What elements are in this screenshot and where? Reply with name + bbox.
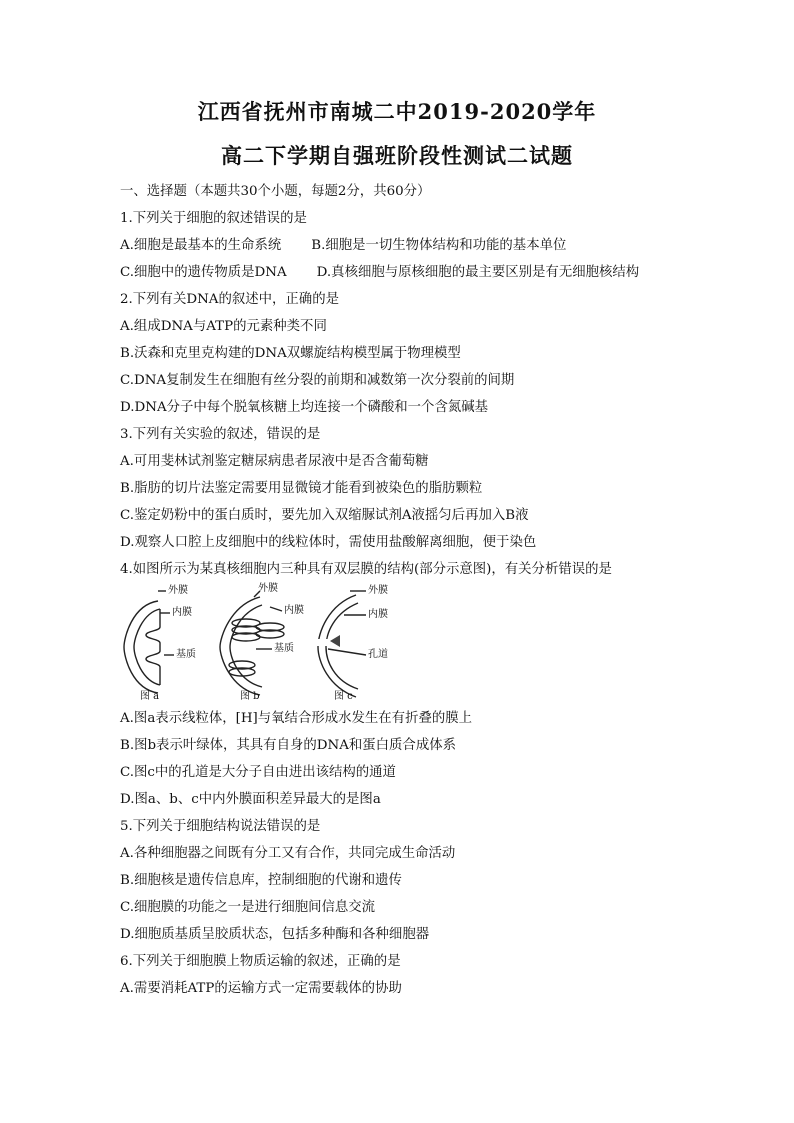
q4-option-b: B.图b表示叶绿体，其具有自身的DNA和蛋白质合成体系: [120, 738, 456, 753]
q3-option-b: B.脂肪的切片法鉴定需要用显微镜才能看到被染色的脂肪颗粒: [120, 481, 483, 496]
q6-stem: 6.下列关于细胞膜上物质运输的叙述，正确的是: [120, 954, 401, 969]
nucleus-inner-membrane: [326, 603, 358, 689]
q5-option-b: B.细胞核是遗传信息库，控制细胞的代谢和遗传: [120, 873, 402, 888]
fig-a-inner-label: 内膜: [172, 607, 192, 618]
fig-b-caption: 图 b: [240, 691, 260, 702]
q2-option-d: D.DNA分子中每个脱氧核糖上均连接一个磷酸和一个含氮碱基: [120, 400, 489, 415]
fig-a-matrix-label: 基质: [176, 649, 196, 660]
mito-outer-membrane: [124, 601, 158, 693]
organelle-figure: [120, 583, 760, 705]
q1-option-c: C.细胞中的遗传物质是DNA: [120, 265, 287, 280]
q6-option-a: A.需要消耗ATP的运输方式一定需要载体的协助: [120, 981, 402, 996]
fig-c-outer-label: 外膜: [368, 585, 388, 596]
q4-option-d: D.图a、b、c中内外膜面积差异最大的是图a: [120, 792, 381, 807]
fig-b-outer-label: 外膜: [258, 583, 278, 594]
q3-stem: 3.下列有关实验的叙述，错误的是: [120, 427, 321, 442]
q1-option-d: D.真核细胞与原核细胞的最主要区别是有无细胞核结构: [316, 265, 640, 280]
q4-option-a: A.图a表示线粒体，[H]与氧结合形成水发生在有折叠的膜上: [120, 711, 473, 726]
q5-option-d: D.细胞质基质呈胶质状态，包括多种酶和各种细胞器: [120, 927, 430, 942]
q1-options-cd: [120, 259, 760, 286]
q5-option-c: C.细胞膜的功能之一是进行细胞间信息交流: [120, 900, 376, 915]
mito-cristae: [146, 609, 160, 685]
fig-a-caption: 图 a: [140, 691, 160, 702]
q4-stem: 4.如图所示为某真核细胞内三种具有双层膜的结构(部分示意图)，有关分析错误的是: [120, 562, 612, 577]
q3-option-a: A.可用斐林试剂鉴定糖尿病患者尿液中是否含葡萄糖: [120, 454, 429, 469]
fig-c-pore-label: 孔道: [368, 649, 388, 660]
fig-b-matrix-label: 基质: [274, 643, 294, 654]
q1-option-b: B.细胞是一切生物体结构和功能的基本单位: [311, 238, 567, 253]
q1-options-ab: [120, 232, 760, 259]
q2-stem: 2.下列有关DNA的叙述中，正确的是: [120, 292, 339, 307]
document-title-line1: 江西省抚州市南城二中2019-2020学年: [197, 99, 597, 124]
nuclear-pore-gap: [317, 639, 328, 646]
q3-option-d: D.观察人口腔上皮细胞中的线粒体时，需使用盐酸解离细胞，便于染色: [120, 535, 537, 550]
fig-b-inner-label: 内膜: [284, 605, 304, 616]
q1-stem: 1.下列关于细胞的叙述错误的是: [120, 211, 307, 226]
fig-a-outer-label: 外膜: [168, 585, 188, 596]
q5-option-a: A.各种细胞器之间既有分工又有合作，共同完成生命活动: [120, 846, 456, 861]
chloro-outer-membrane: [220, 597, 260, 695]
q1-option-a: A.细胞是最基本的生命系统: [120, 238, 282, 253]
q3-option-c: C.鉴定奶粉中的蛋白质时，要先加入双缩脲试剂A液摇匀后再加入B液: [120, 508, 529, 523]
q2-option-a: A.组成DNA与ATP的元素种类不同: [120, 319, 327, 334]
mito-inner-membrane: [134, 609, 160, 685]
organelle-diagram: [120, 583, 760, 705]
document-title-line2: 高二下学期自强班阶段性测试二试题: [221, 143, 573, 168]
q2-option-c: C.DNA复制发生在细胞有丝分裂的前期和减数第一次分裂前的间期: [120, 373, 515, 388]
section-heading: 一、选择题（本题共30个小题，每题2分，共60分）: [120, 184, 431, 199]
fig-c-inner-label: 内膜: [368, 609, 388, 620]
question-list: [120, 178, 760, 1002]
leader-line: [328, 649, 366, 655]
q5-stem: 5.下列关于细胞结构说法错误的是: [120, 819, 321, 834]
q2-option-b: B.沃森和克里克构建的DNA双螺旋结构模型属于物理模型: [120, 346, 461, 361]
fig-c-caption: 图 c: [334, 691, 353, 702]
q4-option-c: C.图c中的孔道是大分子自由进出该结构的通道: [120, 765, 396, 780]
leader-line: [270, 607, 282, 611]
nuclear-pore-marker: [330, 635, 340, 647]
